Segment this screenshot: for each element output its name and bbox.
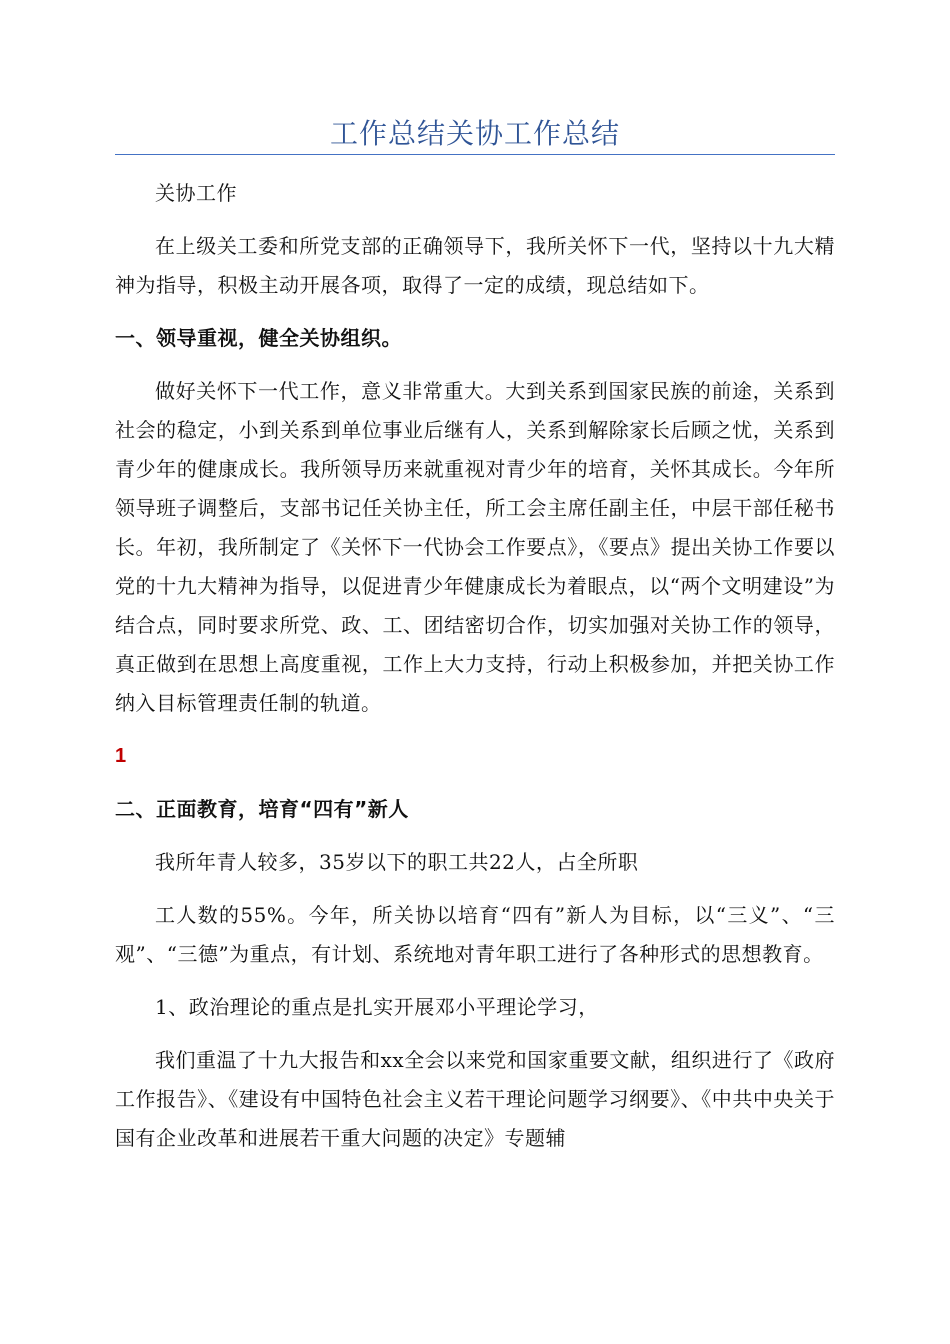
subheading: 关协工作 <box>155 181 237 205</box>
section2-item1-title: 1、政治理论的重点是扎实开展邓小平理论学习， <box>155 995 599 1019</box>
document-title: 工作总结关协工作总结 <box>329 117 620 150</box>
section1-heading: 一、领导重视，健全关协组织。 <box>115 326 402 350</box>
section2-paragraph-1: 我所年青人较多，35岁以下的职工共22人，占全所职 <box>155 850 639 874</box>
section2-heading: 二、正面教育，培育“四有”新人 <box>115 797 409 821</box>
document-body <box>115 174 835 1172</box>
intro-paragraph: 在上级关工委和所党支部的正确领导下，我所关怀下一代，坚持以十九大精神为指导，积极主动开展各项，取得了一定的成绩，现总结如下。 <box>115 234 835 297</box>
section2-item1-body: 我们重温了十九大报告和xx全会以来党和国家重要文献，组织进行了《政府工作报告》、《建设有中国特色社会主义若干理论问题学习纲要》、《中共中央关于国有企业改革和进展若干重大问题的决定》专题辅 <box>115 1048 835 1150</box>
section2-paragraph-2: 工人数的55%。今年，所关协以培育“四有”新人为目标，以“三义”、“三观”、“三德”为重点，有计划、系统地对青年职工进行了各种形式的思想教育。 <box>115 903 835 966</box>
section1-body: 做好关怀下一代工作，意义非常重大。大到关系到国家民族的前途，关系到社会的稳定，小到关系到单位事业后继有人，关系到解除家长后顾之忧，关系到青少年的健康成长。我所领导历来就重视对青少年的培育，关怀其成长。今年所领导班子调整后，支部书记任关协主任，所工会主席任副主任，中层干部任秘书长。年初，我所制定了《关怀下一代协会工作要点》，《要点》提出关协工作要以党的十九大精神为指导，以促进青少年健康成长为着眼点，以“两个文明建设”为结合点，同时要求所党、政、工、团结密切合作，切实加强对关协工作的领导，真正做到在思想上高度重视，工作上大力支持，行动上积极参加，并把关协工作纳入目标管理责任制的轨道。 <box>115 379 835 715</box>
title-underline <box>115 154 835 155</box>
page-number: 1 <box>115 745 127 767</box>
